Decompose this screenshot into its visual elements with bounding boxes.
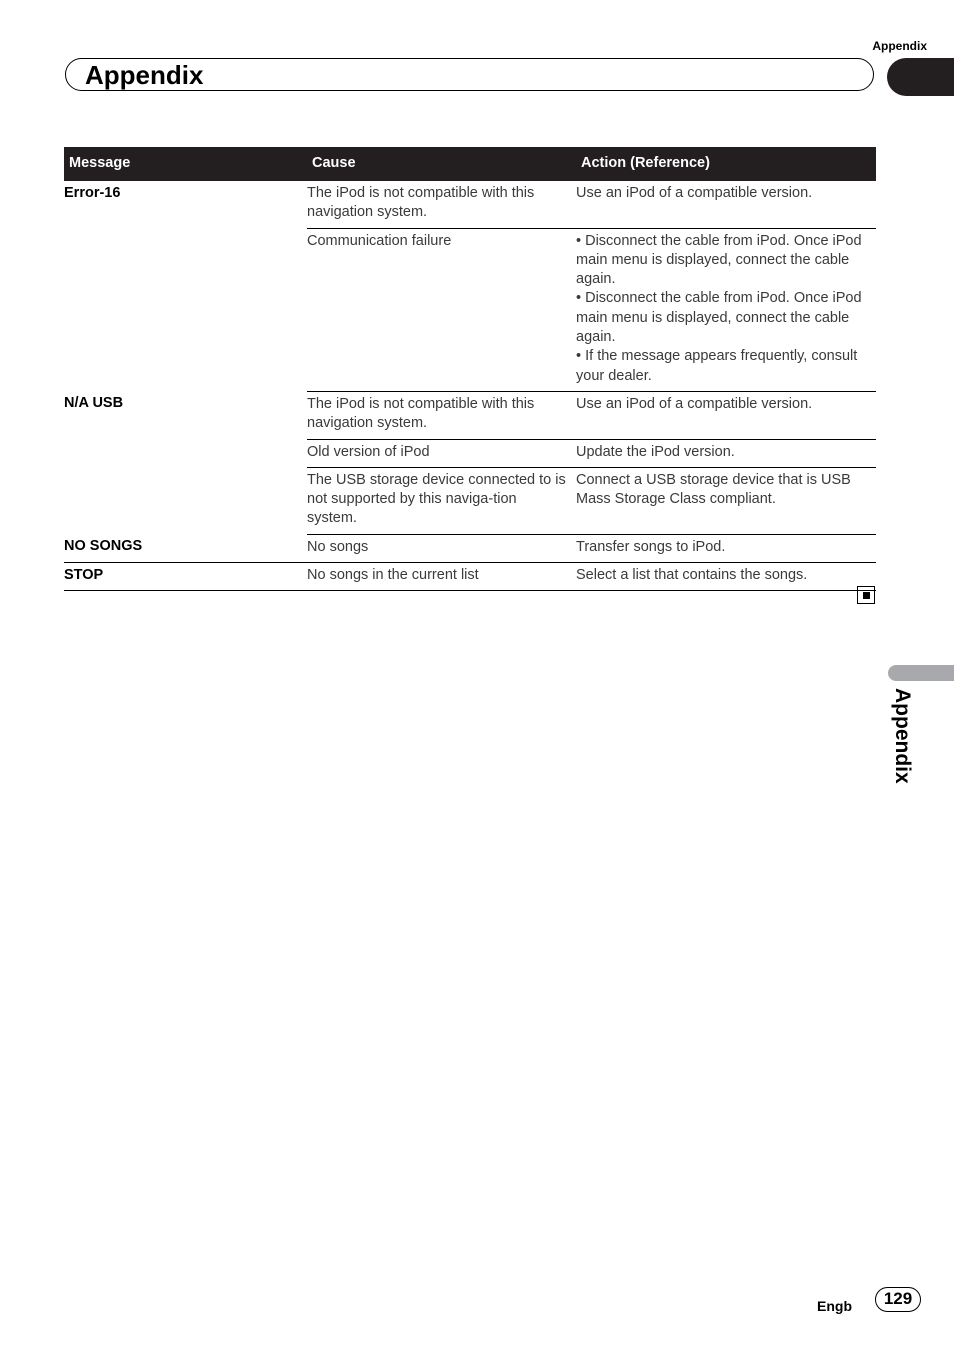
page-number: 129 — [875, 1287, 921, 1312]
action-cell: Use an iPod of a compatible version. — [576, 391, 876, 439]
cause-cell: Communication failure — [307, 228, 576, 391]
table-row — [64, 534, 876, 562]
message-table — [64, 147, 876, 591]
message-cell: Error-16 — [64, 185, 121, 201]
action-bullet: • If the message appears frequently, consult your dealer. — [576, 348, 858, 384]
cause-cell: The iPod is not compatible with this navigation system. — [307, 181, 576, 228]
side-tab-marker — [888, 665, 954, 681]
table-row — [64, 563, 876, 591]
running-head: Appendix — [872, 39, 927, 53]
cause-cell: No songs — [307, 534, 576, 562]
column-header-action: Action (Reference) — [576, 147, 876, 181]
section-title-bar — [65, 58, 874, 91]
message-cell: STOP — [64, 563, 307, 591]
action-cell: Transfer songs to iPod. — [576, 534, 876, 562]
table-row — [64, 181, 876, 228]
side-tab — [890, 688, 930, 808]
action-cell: Select a list that contains the songs. — [576, 563, 876, 591]
table-header-row — [64, 147, 876, 181]
side-tab-label: Appendix — [891, 688, 914, 784]
column-header-cause: Cause — [307, 147, 576, 181]
action-cell: Use an iPod of a compatible version. — [576, 181, 876, 228]
section-title: Appendix — [85, 60, 204, 90]
column-header-message: Message — [64, 147, 307, 181]
cause-cell: The USB storage device connected to is not supported by this naviga-tion system. — [307, 467, 576, 534]
action-bullet: • Disconnect the cable from iPod. Once iPod main menu is displayed, connect the cable again. — [576, 232, 862, 288]
action-cell — [576, 228, 876, 391]
table-row — [64, 391, 876, 439]
cause-cell: No songs in the current list — [307, 563, 576, 591]
action-bullet: • Disconnect the cable from iPod. Once iPod main menu is displayed, connect the cable again. — [576, 290, 862, 346]
chapter-tab-marker — [887, 58, 954, 96]
message-cell: NO SONGS — [64, 534, 307, 562]
action-cell: Connect a USB storage device that is USB Mass Storage Class compliant. — [576, 467, 876, 534]
cause-cell: Old version of iPod — [307, 439, 576, 467]
end-of-section-icon — [857, 586, 875, 604]
action-cell: Update the iPod version. — [576, 439, 876, 467]
message-cell: N/A USB — [64, 395, 124, 412]
cause-cell: The iPod is not compatible with this navigation system. — [307, 391, 576, 439]
language-code: Engb — [817, 1298, 852, 1314]
